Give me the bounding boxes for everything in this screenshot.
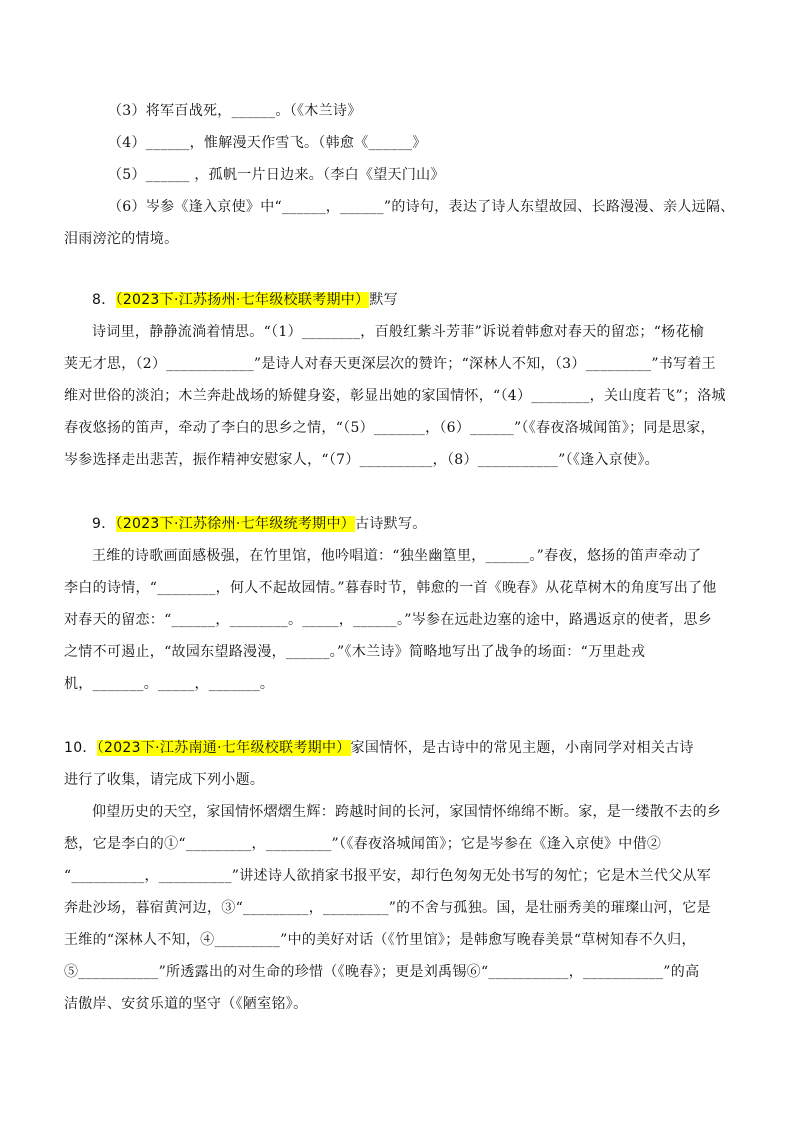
q9-number: 9． [92, 516, 116, 532]
q7-item-3: （3）将军百战死，______。（《木兰诗》 [108, 103, 362, 119]
q9-source-highlight: （2023下·江苏徐州·七年级统考期中） [115, 516, 356, 532]
q9-line-3: 对春天的留恋：“______，________。_____，______。”岑参在远赴边塞的途中，路遇返京的使者，思乡 [64, 612, 713, 628]
q7-item-6: （6）岑参《逢入京使》中“______，______”的诗句，表达了诗人东望故园、长路漫漫、亲人远隔、 [108, 199, 735, 215]
q10-source-highlight: （2023下·江苏南通·七年级校联考期中） [96, 740, 351, 756]
q10-line-7: 洁傲岸、安贫乐道的坚守（《陋室铭》。 [64, 996, 308, 1012]
q7-item-6-cont: 泪雨滂沱的情境。 [64, 231, 179, 247]
q10-line-6: ⑤___________”所透露出的对生命的珍惜（《晚春》；更是刘禹锡⑥“___________，___________”的高 [64, 964, 700, 980]
q10-line-4: 奔赴沙场，暮宿黄河边，③“_________，_________”的不舍与孤独。国，是壮丽秀美的璀璨山河，它是 [64, 900, 711, 916]
q7-item-4: （4）______，惟解漫天作雪飞。（韩愈《______》 [108, 135, 427, 151]
q8-source-highlight: （2023下·江苏扬州·七年级校联考期中） [115, 292, 370, 308]
q10-line-2: 愁，它是李白的①“_________，_________”（《春夜洛城闻笛》；它是岑参在《逢入京使》中借② [64, 836, 662, 852]
q10-intro-cont: 进行了收集，请完成下列小题。 [64, 772, 265, 788]
q10-number: 10． [64, 740, 97, 756]
q9-line-5: 机，_______。_____，_______。 [64, 676, 275, 692]
q8-number: 8． [92, 292, 116, 308]
q10-header [64, 738, 694, 758]
q8-line-5: 岑参选择走出悲苦，振作精神安慰家人，“（7）__________，（8）___________”（《逢入京使》。 [64, 452, 659, 468]
q10-intro: 家国情怀，是古诗中的常见主题，小南同学对相关古诗 [350, 740, 694, 756]
q8-title: 默写 [369, 292, 398, 308]
q7-item-5: （5）______ ，孤帆一片日边来。（李白《望天门山》 [108, 167, 445, 183]
q8-line-2: 荚无才思，（2）____________”是诗人对春天更深层次的赞许；“深林人不知，（3）_________”书写着王 [64, 356, 716, 372]
q9-header [92, 514, 427, 534]
q8-line-1: 诗词里，静静流淌着情思。“（1）________，百般红紫斗芳菲”诉说着韩愈对春天的留恋；“杨花榆 [92, 324, 705, 340]
q9-line-2: 李白的诗情，“________，何人不起故园情。”暮春时节，韩愈的一首《晚春》从花草树木的角度写出了他 [64, 580, 717, 596]
q10-line-5: 王维的“深林人不知，④_________”中的美好对话（《竹里馆》；是韩愈写晚春美景“草树知春不久归， [64, 932, 696, 948]
q8-line-3: 维对世俗的淡泊；木兰奔赴战场的矫健身姿，彰显出她的家国情怀，“（4）________，关山度若飞”；洛城 [64, 388, 726, 404]
q9-title: 古诗默写。 [355, 516, 427, 532]
q8-header [92, 290, 398, 310]
q10-line-3: “__________，__________”讲述诗人欲捎家书报平安，却行色匆匆无处书写的匆忙；它是木兰代父从军 [64, 868, 712, 884]
q9-line-1: 王维的诗歌画面感极强，在竹里馆，他吟唱道：“独坐幽篁里，______。”春夜，悠扬的笛声牵动了 [92, 548, 702, 564]
q10-line-1: 仰望历史的天空，家国情怀熠熠生辉：跨越时间的长河，家国情怀绵绵不断。家，是一缕散不去的乡 [92, 804, 722, 820]
q9-line-4: 之情不可遏止，“故园东望路漫漫，______。”《木兰诗》简略地写出了战争的场面：“万里赴戎 [64, 644, 646, 660]
q8-line-4: 春夜悠扬的笛声，牵动了李白的思乡之情，“（5）_______，（6）______”（《春夜洛城闻笛》；同是思家， [64, 420, 715, 436]
